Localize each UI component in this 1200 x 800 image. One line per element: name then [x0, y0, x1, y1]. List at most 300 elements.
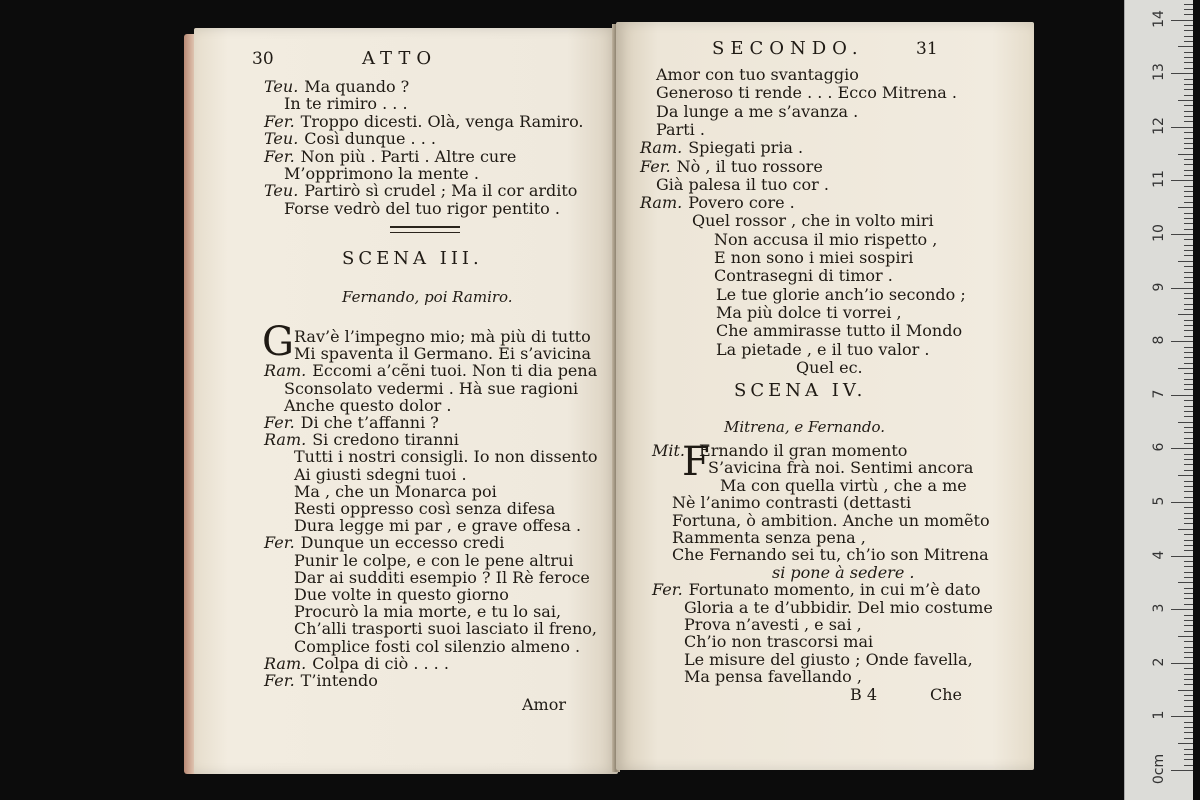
- ruler-tick: [1184, 668, 1193, 669]
- line-text: Nò , il tuo rossore: [676, 156, 823, 176]
- ruler-tick: [1184, 706, 1193, 707]
- line-text: Partirò sì crudel ; Ma il cor ardito: [304, 181, 578, 201]
- line-text: si pone à sedere .: [772, 562, 915, 582]
- ruler-number: 9: [1151, 282, 1167, 292]
- ruler-tick: [1171, 609, 1193, 610]
- line-text: Due volte in questo giorno: [294, 585, 509, 604]
- ruler-tick: [1184, 52, 1193, 53]
- verse-line: [640, 176, 829, 194]
- ruler-tick: [1184, 121, 1193, 122]
- verse-line: [264, 638, 580, 656]
- ruler-number: 12: [1151, 116, 1167, 135]
- verse-line: [652, 494, 911, 512]
- ruler-tick: [1184, 325, 1193, 326]
- scene-cast: Mitrena, e Fernando.: [724, 418, 886, 436]
- ruler-tick: [1184, 196, 1193, 197]
- speaker-label: Teu.: [264, 77, 299, 96]
- ruler-tick: [1171, 288, 1193, 289]
- ruler-tick: [1171, 448, 1193, 449]
- speaker-label: Ram.: [640, 193, 683, 213]
- line-text: S’avicina frà noi. Sentimi ancora: [708, 458, 974, 478]
- line-text: Complice fosti col silenzio almeno .: [294, 636, 581, 656]
- ruler-tick: [1171, 234, 1193, 235]
- speaker-label: Fer.: [264, 413, 295, 432]
- ruler-tick: [1184, 711, 1193, 712]
- catchword: Amor: [522, 695, 567, 714]
- verse-line: [640, 286, 966, 304]
- ruler-tick: [1171, 663, 1193, 664]
- ruler-tick: [1184, 138, 1193, 139]
- line-text: Così dunque . . .: [304, 129, 436, 149]
- ruler-tick: [1184, 282, 1193, 283]
- ruler-tick: [1184, 336, 1193, 337]
- ruler-tick: [1178, 368, 1193, 369]
- ruler-tick: [1184, 111, 1193, 112]
- ruler-tick: [1184, 765, 1193, 766]
- verse-line: [640, 267, 893, 285]
- verse-line: [640, 212, 934, 230]
- line-text: Quel rossor , che in volto miri: [692, 211, 934, 231]
- ruler-tick: [1184, 411, 1193, 412]
- page-number: 31: [916, 39, 938, 59]
- line-text: Non più . Parti . Altre cure: [300, 146, 517, 166]
- ruler-tick: [1184, 540, 1193, 541]
- speaker-label: Teu.: [264, 129, 299, 149]
- ruler-tick: [1184, 523, 1193, 524]
- verse-line: [652, 442, 907, 460]
- ruler-tick: [1184, 79, 1193, 80]
- ruler-tick: [1171, 73, 1193, 74]
- ruler-tick: [1184, 507, 1193, 508]
- ruler-tick: [1184, 389, 1193, 390]
- ruler-number: 10: [1151, 224, 1167, 242]
- speaker-label: Ram.: [264, 430, 307, 450]
- verse-line: [264, 380, 578, 398]
- ruler-number: 1: [1151, 710, 1167, 720]
- ruler-tick: [1184, 652, 1193, 653]
- ruler-tick: [1184, 14, 1193, 15]
- line-text: Mi spaventa il Germano. Ei s’avicina: [294, 344, 591, 364]
- verse-line: [640, 158, 823, 176]
- ruler-tick: [1184, 759, 1193, 760]
- speaker-label: Fer.: [264, 146, 295, 166]
- ruler-tick: [1184, 491, 1193, 492]
- ruler-tick: [1184, 566, 1193, 567]
- ruler-tick: [1184, 373, 1193, 374]
- scene-heading: SCENA IV.: [734, 380, 867, 401]
- verse-line: [640, 231, 937, 249]
- verse-line: [264, 113, 584, 131]
- line-text: Ma , che un Monarca poi: [294, 481, 497, 501]
- line-text: Fortunato momento, in cui m’è dato: [688, 580, 981, 600]
- ruler-number: 5: [1151, 496, 1167, 506]
- ruler-tick: [1178, 636, 1193, 637]
- line-text: Che ammirasse tutto il Mondo: [716, 321, 963, 341]
- speaker-label: Fer.: [264, 671, 295, 690]
- ruler-tick: [1184, 148, 1193, 149]
- ruler-number: 11: [1151, 170, 1167, 189]
- ruler-tick: [1184, 625, 1193, 626]
- divider-rule: [390, 232, 460, 233]
- verse-line: [264, 466, 467, 484]
- ruler-tick: [1184, 213, 1193, 214]
- line-text: Ai giusti sdegni tuoi .: [294, 464, 467, 484]
- ruler-tick: [1184, 266, 1193, 267]
- line-text: Troppo dicesti. Olà, venga Ramiro.: [300, 111, 584, 131]
- ruler-tick: [1178, 207, 1193, 208]
- ruler-tick: [1184, 443, 1193, 444]
- ruler-tick: [1184, 749, 1193, 750]
- divider-rule: [390, 226, 460, 228]
- verse-line: [640, 121, 705, 139]
- line-text: Ch’io non trascorsi mai: [684, 632, 874, 652]
- ruler-tick: [1178, 529, 1193, 530]
- ruler-tick: [1184, 497, 1193, 498]
- ruler-number: 7: [1151, 389, 1167, 399]
- verse-line: [652, 651, 973, 669]
- ruler-number: 2: [1151, 657, 1167, 667]
- ruler-tick: [1184, 572, 1193, 573]
- verse-line: [640, 341, 930, 359]
- ruler-tick: [1184, 598, 1193, 599]
- verse-line: [264, 182, 577, 200]
- ruler-tick: [1184, 159, 1193, 160]
- verse-line: [652, 616, 862, 634]
- ruler-tick: [1184, 229, 1193, 230]
- ruler-tick: [1184, 679, 1193, 680]
- line-text: Ernando il gran momento: [699, 441, 908, 460]
- speaker-label: Teu.: [264, 181, 299, 201]
- ruler-tick: [1184, 534, 1193, 535]
- verse-line: [640, 103, 858, 121]
- ruler-tick: [1184, 352, 1193, 353]
- drop-cap: F: [682, 439, 710, 485]
- line-text: Di che t’affanni ?: [300, 413, 439, 432]
- ruler-tick: [1184, 84, 1193, 85]
- ruler-number: 6: [1151, 442, 1167, 452]
- ruler-tick: [1184, 245, 1193, 246]
- ruler-tick: [1184, 89, 1193, 90]
- ruler-tick: [1184, 588, 1193, 589]
- ruler-number: 13: [1151, 63, 1167, 82]
- line-text: Generoso ti rende . . . Ecco Mitrena .: [656, 83, 957, 103]
- ruler-tick: [1178, 743, 1193, 744]
- line-text: Ma con quella virtù , che a me: [720, 475, 967, 495]
- ruler-tick: [1184, 105, 1193, 106]
- line-text: Si credono tiranni: [312, 430, 459, 450]
- ruler-tick: [1184, 620, 1193, 621]
- verse-line: [264, 148, 516, 166]
- ruler-tick: [1184, 438, 1193, 439]
- line-text: Spiegati pria .: [688, 138, 804, 158]
- line-text: Prova n’avesti , e sai ,: [684, 615, 862, 634]
- ruler-tick: [1184, 486, 1193, 487]
- ruler-tick: [1178, 154, 1193, 155]
- ruler-tick: [1184, 9, 1193, 10]
- verse-line: [264, 200, 560, 218]
- line-text: Già palesa il tuo cor .: [656, 174, 829, 194]
- ruler-tick: [1184, 727, 1193, 728]
- right-page: [616, 22, 1034, 770]
- line-text: La pietade , e il tuo valor .: [716, 339, 930, 359]
- verse-line: [652, 668, 862, 686]
- verse-line: [640, 139, 803, 157]
- ruler-tick: [1184, 700, 1193, 701]
- ruler-tick: [1184, 631, 1193, 632]
- line-text: Ma quando ?: [304, 77, 410, 96]
- running-head: ATTO: [362, 48, 438, 69]
- ruler-tick: [1184, 95, 1193, 96]
- scene-heading: SCENA III.: [342, 248, 483, 269]
- speaker-label: Fer.: [652, 580, 683, 600]
- line-text: Nè l’animo contrasti (dettasti: [672, 493, 912, 513]
- line-text: Gloria a te d’ubbidir. Del mio costume: [684, 597, 993, 617]
- line-text: Che Fernando sei tu, ch’io son Mitrena: [672, 545, 989, 565]
- verse-line: [640, 249, 913, 267]
- ruler-tick: [1184, 30, 1193, 31]
- ruler-tick: [1184, 657, 1193, 658]
- ruler-tick: [1184, 293, 1193, 294]
- verse-line: [640, 84, 957, 102]
- speaker-label: Fer.: [264, 533, 295, 553]
- ruler-tick: [1184, 223, 1193, 224]
- ruler-tick: [1184, 175, 1193, 176]
- ruler-tick: [1184, 41, 1193, 42]
- line-text: Parti .: [656, 119, 705, 139]
- line-text: Amor con tuo svantaggio: [656, 65, 859, 84]
- ruler-tick: [1184, 191, 1193, 192]
- line-text: Le tue glorie anch’io secondo ;: [716, 284, 966, 304]
- ruler-tick: [1171, 395, 1193, 396]
- ruler-tick: [1184, 309, 1193, 310]
- ruler-number: 0cm: [1151, 753, 1167, 785]
- line-text: Procurò la mia morte, e tu lo sai,: [294, 602, 562, 622]
- verse-line: [640, 194, 795, 212]
- ruler-tick: [1184, 36, 1193, 37]
- scene-cast: Fernando, poi Ramiro.: [342, 288, 513, 306]
- verse-line: [264, 552, 573, 570]
- ruler-tick: [1171, 341, 1193, 342]
- ruler-tick: [1184, 754, 1193, 755]
- ruler-tick: [1184, 357, 1193, 358]
- verse-line: [652, 529, 866, 547]
- line-text: Non accusa il mio rispetto ,: [714, 229, 938, 249]
- ruler-tick: [1184, 4, 1193, 5]
- line-text: E non sono i miei sospiri: [714, 248, 914, 267]
- line-text: Contrasegni di timor .: [714, 266, 893, 286]
- ruler-tick: [1184, 577, 1193, 578]
- line-text: Da lunge a me s’avanza .: [656, 101, 859, 121]
- page-number: 30: [252, 49, 274, 69]
- line-text: Forse vedrò del tuo rigor pentito .: [284, 198, 560, 218]
- ruler-tick: [1184, 170, 1193, 171]
- verse-line: [652, 512, 990, 530]
- ruler-tick: [1184, 550, 1193, 551]
- line-text: Punir le colpe, e con le pene altrui: [294, 550, 574, 570]
- ruler-tick: [1184, 641, 1193, 642]
- verse-line: [652, 459, 973, 477]
- drop-cap: G: [262, 319, 294, 365]
- ruler-number: 8: [1151, 335, 1167, 345]
- ruler-tick: [1184, 62, 1193, 63]
- verse-line: [640, 359, 863, 377]
- left-page: [194, 28, 618, 774]
- line-text: Resti oppresso così senza difesa: [294, 499, 556, 518]
- verse-line: [264, 534, 504, 552]
- catchword: Che: [930, 685, 963, 704]
- ruler-tick: [1184, 25, 1193, 26]
- verse-line: [652, 564, 914, 582]
- verse-line: [264, 130, 436, 148]
- ruler-tick: [1184, 738, 1193, 739]
- speaker-label: Ram.: [264, 653, 307, 673]
- ruler-tick: [1184, 250, 1193, 251]
- verse-line: [652, 599, 993, 617]
- ruler-tick: [1171, 770, 1193, 771]
- ruler-tick: [1184, 132, 1193, 133]
- ruler-tick: [1171, 502, 1193, 503]
- ruler-tick: [1184, 255, 1193, 256]
- ruler-tick: [1184, 164, 1193, 165]
- ruler-tick: [1184, 143, 1193, 144]
- ruler-tick: [1184, 518, 1193, 519]
- ruler-tick: [1184, 202, 1193, 203]
- speaker-label: Fer.: [264, 111, 295, 131]
- line-text: In te rimiro . . .: [284, 94, 408, 114]
- measurement-ruler: [1124, 0, 1193, 800]
- ruler-tick: [1184, 695, 1193, 696]
- line-text: Sconsolato vedermi . Hà sue ragioni: [284, 378, 579, 398]
- line-text: Ma più dolce ti vorrei ,: [716, 302, 902, 322]
- line-text: Dura legge mi par , e grave offesa .: [294, 516, 582, 536]
- ruler-tick: [1178, 422, 1193, 423]
- ruler-tick: [1184, 722, 1193, 723]
- ruler-tick: [1184, 459, 1193, 460]
- ruler-tick: [1178, 261, 1193, 262]
- verse-line: [640, 304, 902, 322]
- ruler-tick: [1178, 690, 1193, 691]
- ruler-tick: [1184, 363, 1193, 364]
- line-text: Dunque un eccesso credi: [300, 533, 505, 553]
- ruler-tick: [1184, 400, 1193, 401]
- ruler-tick: [1171, 20, 1193, 21]
- ruler-number: 3: [1151, 603, 1167, 613]
- verse-line: [652, 546, 989, 564]
- ruler-tick: [1184, 239, 1193, 240]
- line-text: Dar ai sudditi esempio ? Il Rè feroce: [294, 567, 590, 587]
- verse-line: [640, 322, 962, 340]
- speaker-label: Ram.: [640, 138, 683, 158]
- verse-line: [264, 620, 597, 638]
- ruler-tick: [1184, 406, 1193, 407]
- line-text: Le misure del giusto ; Onde favella,: [684, 649, 973, 669]
- ruler-tick: [1171, 180, 1193, 181]
- ruler-tick: [1184, 379, 1193, 380]
- ruler-number: 14: [1151, 9, 1167, 28]
- ruler-tick: [1184, 513, 1193, 514]
- ruler-tick: [1184, 304, 1193, 305]
- verse-line: [264, 165, 479, 183]
- ruler-tick: [1178, 46, 1193, 47]
- ruler-tick: [1184, 116, 1193, 117]
- verse-line: [652, 477, 967, 495]
- ruler-tick: [1184, 347, 1193, 348]
- ruler-tick: [1178, 582, 1193, 583]
- ruler-tick: [1184, 298, 1193, 299]
- signature-mark: B 4: [850, 685, 878, 704]
- verse-line: [264, 78, 409, 96]
- line-text: M’opprimono la mente .: [284, 164, 479, 183]
- verse-line: [652, 633, 873, 651]
- ruler-tick: [1184, 561, 1193, 562]
- line-text: Eccomi a’cẽni tuoi. Non ti dia pena: [312, 361, 598, 381]
- ruler-tick: [1184, 57, 1193, 58]
- ruler-tick: [1184, 615, 1193, 616]
- ruler-tick: [1184, 416, 1193, 417]
- ruler-tick: [1184, 68, 1193, 69]
- ruler-tick: [1184, 218, 1193, 219]
- line-text: Tutti i nostri consigli. Io non dissento: [294, 447, 598, 467]
- ruler-tick: [1184, 732, 1193, 733]
- ruler-tick: [1184, 647, 1193, 648]
- ruler-tick: [1184, 545, 1193, 546]
- ruler-tick: [1184, 674, 1193, 675]
- ruler-tick: [1184, 427, 1193, 428]
- speaker-label: Ram.: [264, 361, 307, 381]
- line-text: Fortuna, ò ambition. Anche un momẽto: [672, 510, 990, 530]
- verse-line: [264, 672, 378, 690]
- line-text: Ma pensa favellando ,: [684, 667, 862, 687]
- ruler-tick: [1184, 481, 1193, 482]
- ruler-tick: [1184, 186, 1193, 187]
- verse-line: [640, 66, 859, 84]
- ruler-tick: [1184, 384, 1193, 385]
- ruler-tick: [1171, 127, 1193, 128]
- ruler-tick: [1171, 556, 1193, 557]
- line-text: T’intendo: [300, 671, 378, 690]
- line-text: Quel ec.: [796, 357, 863, 377]
- line-text: Rammenta senza pena ,: [672, 528, 866, 547]
- line-text: Rav’è l’impegno mio; mà più di tutto: [294, 327, 591, 346]
- line-text: Anche questo dolor .: [284, 395, 452, 415]
- ruler-tick: [1178, 475, 1193, 476]
- ruler-tick: [1178, 100, 1193, 101]
- running-head: SECONDO.: [712, 38, 864, 59]
- ruler-tick: [1184, 604, 1193, 605]
- line-text: Ch’alli trasporti suoi lasciato il freno,: [294, 619, 597, 639]
- line-text: Colpa di ciò . . . .: [312, 653, 449, 673]
- ruler-tick: [1184, 470, 1193, 471]
- ruler-tick: [1184, 320, 1193, 321]
- verse-line: [264, 95, 408, 113]
- ruler-tick: [1184, 593, 1193, 594]
- ruler-tick: [1184, 684, 1193, 685]
- verse-line: [264, 362, 597, 380]
- ruler-tick: [1184, 432, 1193, 433]
- speaker-label: Mit.: [652, 441, 686, 460]
- ruler-tick: [1184, 454, 1193, 455]
- ruler-tick: [1184, 330, 1193, 331]
- ruler-tick: [1184, 277, 1193, 278]
- line-text: Povero core .: [688, 193, 795, 213]
- verse-line: [652, 581, 981, 599]
- ruler-tick: [1171, 716, 1193, 717]
- ruler-tick: [1184, 272, 1193, 273]
- ruler-tick: [1178, 314, 1193, 315]
- speaker-label: Fer.: [640, 156, 671, 176]
- ruler-tick: [1184, 464, 1193, 465]
- ruler-number: 4: [1151, 550, 1167, 560]
